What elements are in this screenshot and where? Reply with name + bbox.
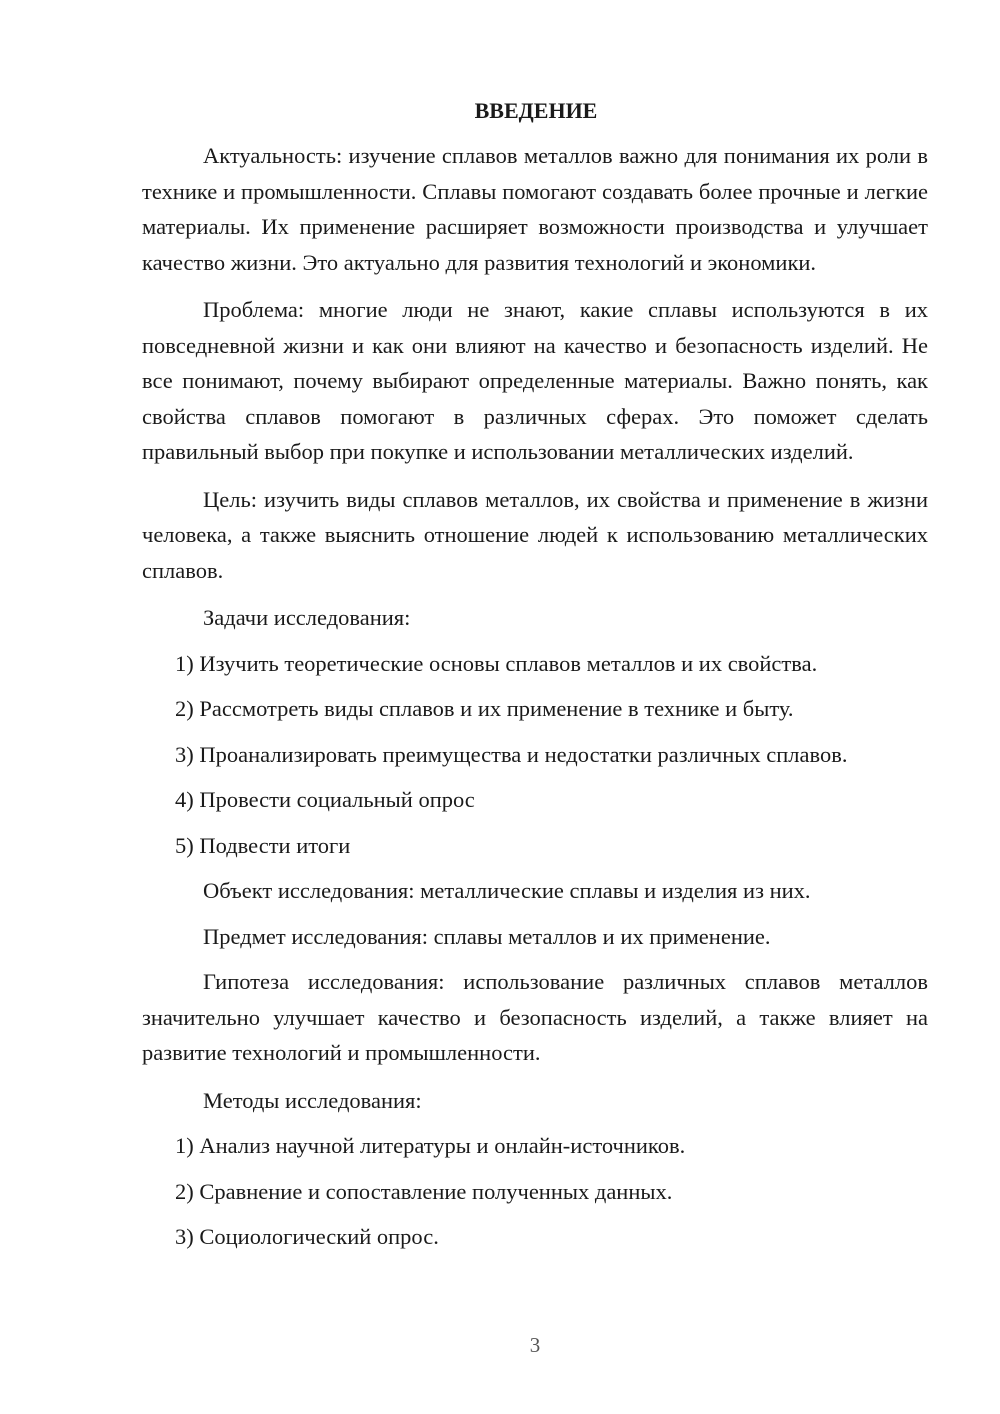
tasks-title: Задачи исследования: (203, 605, 411, 630)
hypothesis-paragraph: Гипотеза исследования: использование различных сплавов металлов значительно улучшает качество и безопасность изделий, а также влияет на развитие технологий и промышленности. (142, 969, 928, 1065)
page-number: 3 (529, 1333, 541, 1357)
subject-line: Предмет исследования: сплавы металлов и их применение. (203, 923, 771, 949)
object-line: Объект исследования: металлические сплавы и изделия из них. (203, 878, 811, 903)
task-item-1: 1) Изучить теоретические основы сплавов металлов и их свойства. (175, 650, 818, 676)
method-item-3: 3) Социологический опрос. (175, 1224, 439, 1249)
problem-paragraph: Проблема: многие люди не знают, какие сплавы используются в их повседневной жизни и как они влияют на качество и безопасность изделий. Не все понимают, почему выбирают определенные материалы. Важно понять, как свойства сплавов помогают в различных сферах. Это поможет сделать правильный выбор при покупке и использовании металлических изделий. (142, 297, 928, 464)
task-item-4: 4) Провести социальный опрос (175, 787, 475, 812)
relevance-paragraph: Актуальность: изучение сплавов металлов важно для понимания их роли в технике и промышленности. Сплавы помогают создавать более прочные и легкие материалы. Их применение расширяет возможности производства и улучшает качество жизни. Это актуально для развития технологий и экономики. (142, 143, 928, 275)
method-item-1: 1) Анализ научной литературы и онлайн-источников. (175, 1133, 686, 1158)
section-heading: ВВЕДЕНИЕ (474, 98, 598, 123)
methods-title: Методы исследования: (203, 1087, 422, 1113)
task-item-3: 3) Проанализировать преимущества и недостатки различных сплавов. (175, 741, 848, 767)
method-item-2: 2) Сравнение и сопоставление полученных данных. (175, 1178, 673, 1204)
task-item-2: 2) Рассмотреть виды сплавов и их применение в технике и быту. (175, 696, 794, 721)
task-item-5: 5) Подвести итоги (175, 832, 351, 858)
document-page (142, 96, 928, 1265)
goal-paragraph: Цель: изучить виды сплавов металлов, их свойства и применение в жизни человека, а также выяснить отношение людей к использованию металлических сплавов. (142, 486, 928, 583)
